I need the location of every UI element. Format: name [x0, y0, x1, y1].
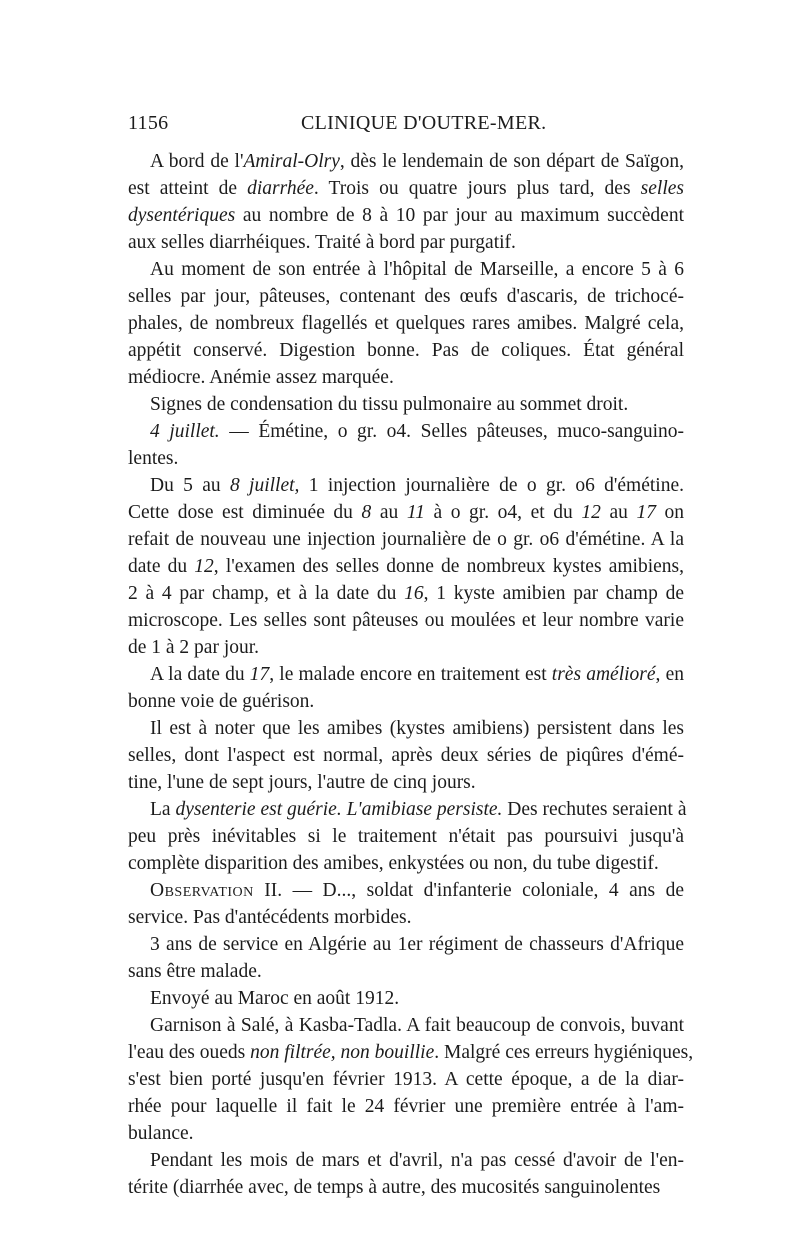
italic-text: diarrhée [247, 178, 314, 199]
paragraph [128, 418, 684, 472]
text-segment: II. — D..., soldat d'infanterie coloniale, 4 ans de [253, 880, 684, 901]
text-line [128, 472, 684, 499]
text-segment: service. Pas d'antécédents morbides. [128, 907, 412, 928]
text-segment: phales, de nombreux flagellés et quelques rares amibes. Malgré cela, [128, 313, 684, 334]
text-segment: A la date du [150, 664, 250, 685]
small-caps-text: Observation [150, 880, 254, 901]
text-line [128, 1174, 684, 1201]
text-segment: térite (diarrhée avec, de temps à autre, des mucosités sanguinolentes [128, 1177, 661, 1198]
text-segment: bulance. [128, 1123, 194, 1144]
text-segment: Signes de condensation du tissu pulmonaire au sommet droit. [150, 394, 629, 415]
text-segment: on [655, 502, 685, 523]
italic-text: 12 [581, 502, 601, 523]
text-segment: rhée pour laquelle il fait le 24 février une première entrée à l'am- [128, 1096, 684, 1117]
text-segment: à o gr. o4, et du [424, 502, 582, 523]
paragraph [128, 931, 684, 985]
text-line [128, 823, 684, 850]
text-line [128, 283, 684, 310]
text-line [128, 877, 684, 904]
text-segment: Cette dose est diminuée du [128, 502, 362, 523]
italic-text: 11 [406, 502, 425, 523]
text-line [128, 715, 684, 742]
text-segment: selles, dont l'aspect est normal, après deux séries de piqûres d'émé- [128, 745, 684, 766]
text-segment: médiocre. Anémie assez marquée. [128, 367, 394, 388]
text-line [128, 958, 684, 985]
text-segment: 3 ans de service en Algérie au 1er régiment de chasseurs d'Afrique [150, 934, 684, 955]
italic-text: 17 [636, 502, 656, 523]
text-segment: aux selles diarrhéiques. Traité à bord par purgatif. [128, 232, 516, 253]
paragraph [128, 472, 684, 661]
text-segment: Des rechutes seraient à [502, 799, 687, 820]
text-segment: , 1 kyste amibien par champ de [423, 583, 684, 604]
italic-text: très amélioré [551, 664, 656, 685]
text-line [128, 850, 684, 877]
text-segment: peu près inévitables si le traitement n'était pas poursuivi jusqu'à [128, 826, 684, 847]
text-segment: s'est bien porté jusqu'en février 1913. A cette époque, a de la diar- [128, 1069, 684, 1090]
text-line [128, 796, 687, 823]
text-segment: au nombre de 8 à 10 par jour au maximum succèdent [235, 205, 684, 226]
text-segment: sans être malade. [128, 961, 262, 982]
text-segment: 1 injection journalière de o gr. o6 d'émétine. [299, 475, 684, 496]
text-line [128, 229, 684, 256]
text-segment: Il est à noter que les amibes (kystes amibiens) persistent dans les [150, 718, 684, 739]
text-line [128, 418, 684, 445]
text-segment: de 1 à 2 par jour. [128, 637, 260, 658]
italic-text: 8 [361, 502, 372, 523]
text-segment: . Trois ou quatre jours plus tard, des [313, 178, 641, 199]
text-line [128, 445, 684, 472]
text-segment: date du [128, 556, 195, 577]
paragraph [128, 391, 684, 418]
text-segment: microscope. Les selles sont pâteuses ou moulées et leur nombre varie [128, 610, 684, 631]
text-segment: Au moment de son entrée à l'hôpital de Marseille, a encore 5 à 6 [150, 259, 684, 280]
text-line [128, 688, 684, 715]
text-line [128, 904, 684, 931]
italic-text: dysenterie est guérie. L'amibiase persiste. [175, 799, 503, 820]
text-segment: au [371, 502, 407, 523]
text-line [128, 175, 684, 202]
italic-text: 16 [404, 583, 424, 604]
text-line [128, 553, 684, 580]
text-segment: selles par jour, pâteuses, contenant des œufs d'ascaris, de trichocé- [128, 286, 684, 307]
text-line [128, 769, 684, 796]
text-line [128, 661, 684, 688]
text-segment: — Émétine, o gr. o4. Selles pâteuses, muco-sanguino- [219, 421, 684, 442]
italic-text: selles [640, 178, 684, 199]
text-segment: au [600, 502, 637, 523]
text-line [128, 526, 684, 553]
text-segment: , le malade encore en traitement est [269, 664, 552, 685]
text-line [128, 634, 684, 661]
text-segment: Garnison à Salé, à Kasba-Tadla. A fait beaucoup de convois, buvant [150, 1015, 684, 1036]
text-segment: La [150, 799, 176, 820]
text-line [128, 1093, 684, 1120]
text-line [128, 310, 684, 337]
text-segment: 2 à 4 par champ, et à la date du [128, 583, 405, 604]
text-line [128, 1147, 684, 1174]
text-segment: bonne voie de guérison. [128, 691, 315, 712]
body-text [128, 148, 694, 1201]
running-title: CLINIQUE D'OUTRE-MER. [301, 112, 547, 134]
text-segment: Pendant les mois de mars et d'avril, n'a pas cessé d'avoir de l'en- [150, 1150, 684, 1171]
paragraph [128, 985, 684, 1012]
text-segment: Du 5 au [150, 475, 230, 496]
text-segment: complète disparition des amibes, enkystées ou non, du tube digestif. [128, 853, 659, 874]
italic-text: 8 juillet, [229, 475, 300, 496]
text-line [128, 1120, 684, 1147]
paragraph [128, 148, 684, 256]
text-segment: . Malgré ces erreurs hygiéniques, [434, 1042, 694, 1063]
italic-text: non filtrée, non bouillie [250, 1042, 435, 1063]
text-line [128, 202, 684, 229]
paragraph [128, 715, 684, 796]
text-line [128, 1039, 694, 1066]
text-line [128, 607, 684, 634]
paragraph [128, 877, 684, 931]
text-line [128, 1012, 684, 1039]
text-segment: appétit conservé. Digestion bonne. Pas de coliques. État général [128, 340, 684, 361]
text-line [128, 931, 684, 958]
text-segment: tine, l'une de sept jours, l'autre de cinq jours. [128, 772, 476, 793]
page-number: 1156 [128, 112, 169, 134]
italic-text: dysentériques [128, 205, 236, 226]
paragraph [128, 1012, 694, 1147]
italic-text: 4 juillet. [150, 421, 220, 442]
paragraph [128, 661, 684, 715]
text-segment: lentes. [128, 448, 179, 469]
text-line [128, 364, 684, 391]
text-line [128, 499, 684, 526]
text-line [128, 580, 684, 607]
italic-text: 12 [194, 556, 214, 577]
text-segment: est atteint de [128, 178, 248, 199]
text-segment: , l'examen des selles donne de nombreux kystes amibiens, [213, 556, 684, 577]
text-segment: l'eau des oueds [128, 1042, 251, 1063]
paragraph [128, 796, 687, 877]
running-header [128, 112, 684, 135]
text-line [128, 985, 684, 1012]
italic-text: Amiral-Olry [243, 151, 340, 172]
text-line [128, 337, 684, 364]
text-line [128, 1066, 684, 1093]
text-line [128, 256, 684, 283]
text-segment: refait de nouveau une injection journalière de o gr. o6 d'émétine. A la [128, 529, 684, 550]
text-line [128, 391, 684, 418]
text-segment: Envoyé au Maroc en août 1912. [150, 988, 400, 1009]
text-line [128, 742, 684, 769]
text-line [128, 148, 684, 175]
italic-text: 17 [249, 664, 270, 685]
paragraph [128, 1147, 684, 1201]
text-segment: , dès le lendemain de son départ de Saïgon, [339, 151, 684, 172]
paragraph [128, 256, 684, 391]
text-segment: A bord de l' [150, 151, 244, 172]
text-segment: , en [655, 664, 685, 685]
